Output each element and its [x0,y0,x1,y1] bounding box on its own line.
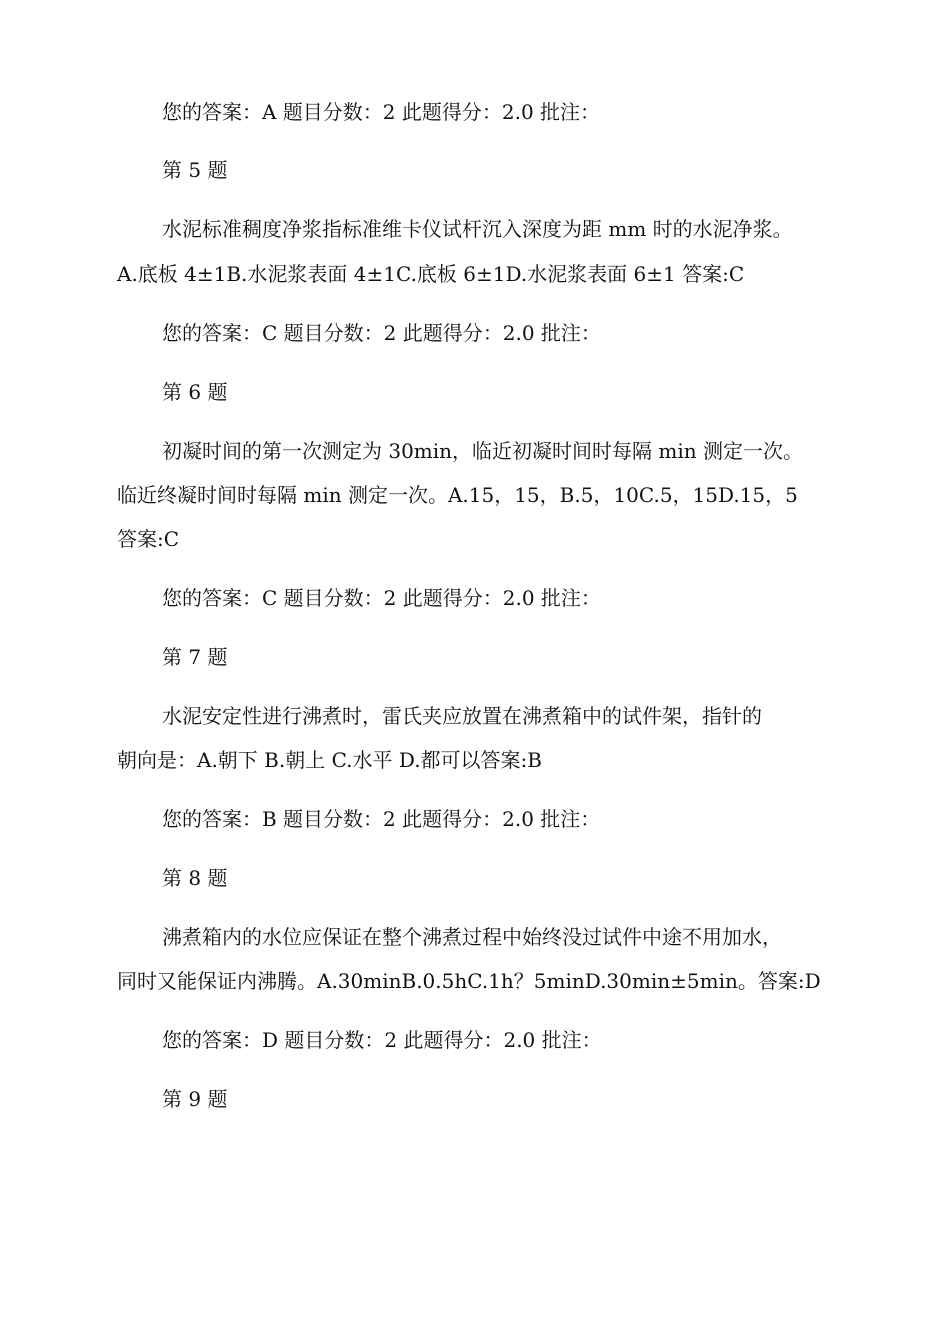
answer-line: 您的答案：C 题目分数：2 此题得分：2.0 批注： [162,321,601,345]
question-heading: 第 8 题 [162,866,228,890]
question-text-line: A.底板 4±1B.水泥浆表面 4±1C.底板 6±1D.水泥浆表面 6±1 答案:C [117,262,745,286]
question-text-line: 答案:C [117,527,180,551]
answer-line: 您的答案：C 题目分数：2 此题得分：2.0 批注： [162,586,601,610]
answer-line: 您的答案：D 题目分数：2 此题得分：2.0 批注： [162,1028,602,1052]
question-heading: 第 9 题 [162,1087,228,1111]
question-heading: 第 7 题 [162,645,228,669]
question-text-line: 初凝时间的第一次测定为 30min，临近初凝时间时每隔 min 测定一次。 [162,439,804,463]
answer-line: 您的答案：A 题目分数：2 此题得分：2.0 批注： [162,100,601,124]
question-text-line: 水泥标准稠度净浆指标准维卡仪试杆沉入深度为距 mm 时的水泥净浆。 [162,217,793,241]
answer-line: 您的答案：B 题目分数：2 此题得分：2.0 批注： [162,807,601,831]
question-text-line: 同时又能保证内沸腾。A.30minB.0.5hC.1h？5minD.30min±5min。答案:D [117,969,821,993]
question-text-line: 水泥安定性进行沸煮时，雷氏夹应放置在沸煮箱中的试件架，指针的 [162,704,762,728]
question-heading: 第 6 题 [162,380,228,404]
question-text-line: 朝向是：A.朝下 B.朝上 C.水平 D.都可以答案:B [117,748,542,772]
question-heading: 第 5 题 [162,158,228,182]
question-text-line: 沸煮箱内的水位应保证在整个沸煮过程中始终没过试件中途不用加水， [162,925,782,949]
question-text-line: 临近终凝时间时每隔 min 测定一次。A.15，15，B.5，10C.5，15D.15，5 [117,483,798,507]
